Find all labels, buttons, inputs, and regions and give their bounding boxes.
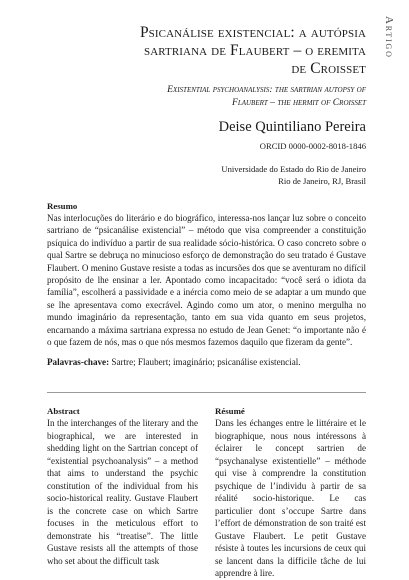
resumo-section — [47, 201, 366, 368]
keywords-label: Palavras-chave: — [47, 357, 110, 368]
resume-text: Dans les échanges entre le littéraire et le biographique, nous nous intéressons à éclairer le concept sartrien de “psychanalyse existentielle” – méthode qui vise à comprendre la constitution psychique de l’individu à partir de sa réalité socio-historique. Le cas particulier dont s’occupe Sartre dans l’effort de démonstration de son traité est Gustave Flaubert. Le petit Gustave résiste à toutes les incursions de ceux qui se lancent dans la difficile tâche de lui apprendre à lire. — [215, 418, 366, 578]
author-affiliation: Universidade do Estado do Rio de Janeiro — [221, 164, 366, 174]
resume-heading: Résumé — [215, 406, 245, 416]
keywords-line — [47, 356, 366, 368]
article-title-english: Existential psychoanalysis: the sartrian autopsy of Flaubert – the hermit of Croisset — [167, 84, 366, 108]
resume-section — [215, 406, 366, 580]
resumo-text: Nas interlocuções do literário e do biográfico, interessa-nos lançar luz sobre o conceito sartriano de “psicanálise existencial” – método que visa compreender a constituição psíquica do indivíduo a partir de sua realidade sócio-histórica. O caso concreto sobre o qual Sartre se debruça no minucioso esforço de demonstração do seu tratado é Gustave Flaubert. O menino Gustave resiste a todas as incursões dos que se aventuram no difícil propósito de lhe ensinar a ler. Apontado como incapacitado: “você será o idiota da família”, escolherá a passividade e a inércia como meio de se adaptar a um mundo que se lhe apresentava como execrável. Agindo como um ator, o menino mergulha no mundo imaginário da representação, tanto em sua vida quanto em seus projetos, encarnando a máxima sartriana expressa no estudo de Jean Genet: “o importante não é o que fazem de nós, mas o que nós mesmos fazemos daquilo que fizeram da gente”. — [47, 213, 366, 348]
author-location: Rio de Janeiro, RJ, Brasil — [278, 175, 366, 186]
author-affiliation-block — [221, 164, 366, 187]
section-divider — [47, 392, 366, 393]
author-name: Deise Quintiliano Pereira — [218, 119, 366, 135]
author-orcid: ORCID 0000-0002-8018-1846 — [259, 141, 366, 151]
abstract-section — [47, 406, 198, 567]
abstract-text: In the interchanges of the literary and the biographical, we are interested in shedding light on the Sartrian concept of “existential psychoanalysis” – a method that aims to understand the psychic constitution of the individual from his socio-historical reality. Gustave Flaubert is the concrete case on which Sartre focuses in the meticulous effort to demonstrate his “treatise”. The little Gustave resists all the attempts of those who set about the difficult task — [47, 418, 198, 566]
article-section-label: Artigo — [383, 16, 395, 59]
title-block — [130, 24, 366, 109]
resumo-heading: Resumo — [47, 201, 78, 211]
keywords-list: Sartre; Flaubert; imaginário; psicanálise existencial. — [111, 357, 301, 368]
article-title: Psicanálise existencial: a autópsia sartriana de Flaubert – o eremita de Croisset — [139, 24, 366, 77]
abstract-heading: Abstract — [47, 406, 80, 416]
